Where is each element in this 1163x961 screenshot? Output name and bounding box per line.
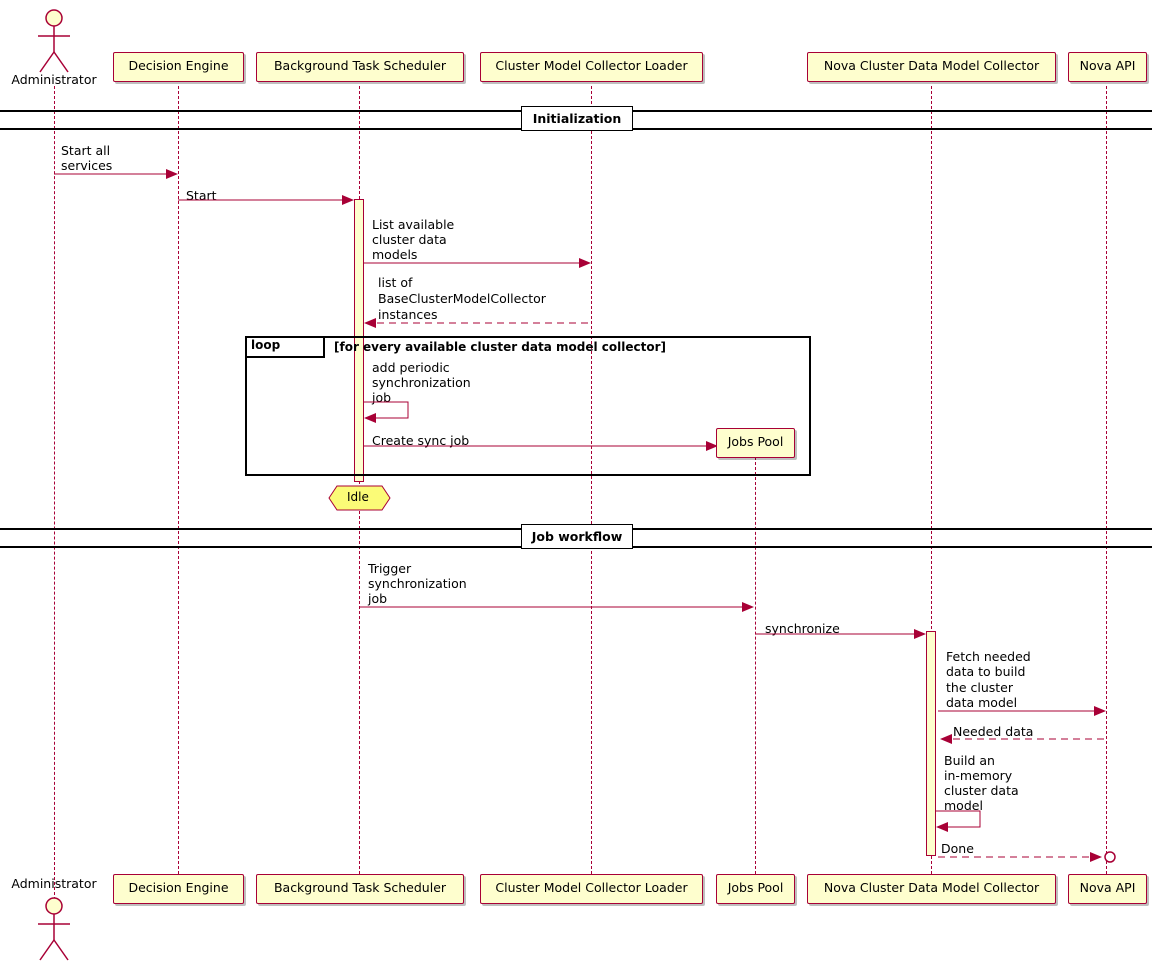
- participant-background-task-scheduler-top: [256, 52, 464, 82]
- actor-administrator-label-bottom: Administrator: [11, 876, 97, 891]
- participant-label: Background Task Scheduler: [273, 880, 447, 895]
- message-start-all-services-line2: services: [61, 158, 113, 173]
- message-add-periodic-sync-self-arrow: [362, 396, 432, 424]
- message-list-of-instances-line2: BaseClusterModelCollector: [378, 291, 546, 306]
- participant-label: Decision Engine: [128, 880, 229, 895]
- participant-cluster-model-collector-loader-top: [480, 52, 703, 82]
- lifeline-administrator: [54, 86, 55, 900]
- actor-administrator-icon: [24, 6, 84, 78]
- participant-label: Jobs Pool: [727, 880, 784, 895]
- message-trigger-sync-job-arrow: [358, 599, 768, 615]
- participant-jobs-pool-created: [716, 428, 795, 458]
- lifeline-jobs-pool: [755, 457, 756, 874]
- message-list-of-instances-line1: list of: [378, 275, 413, 290]
- divider-initialization-label: Initialization: [521, 106, 633, 131]
- actor-administrator-icon-bottom: [24, 894, 84, 961]
- participant-label: Nova API: [1079, 58, 1136, 73]
- message-add-periodic-sync-line2: synchronization: [372, 375, 471, 390]
- message-fetch-needed-data-line2: data to build: [946, 664, 1026, 679]
- participant-label: Jobs Pool: [727, 434, 784, 449]
- message-start-all-services-line1: Start all: [61, 143, 111, 158]
- participant-label: Nova Cluster Data Model Collector: [823, 58, 1040, 73]
- message-build-in-memory-model-line1: Build an: [944, 753, 995, 768]
- message-list-available-arrow: [360, 255, 600, 271]
- message-add-periodic-sync-line1: add periodic: [372, 360, 450, 375]
- message-fetch-needed-data-arrow: [936, 703, 1126, 719]
- message-trigger-sync-job-line1: Trigger: [368, 561, 412, 576]
- message-build-in-memory-model-self-arrow: [934, 805, 1004, 833]
- participant-nova-cluster-data-model-collector-bottom: [807, 874, 1056, 904]
- message-start-label: Start: [186, 188, 217, 203]
- participant-nova-cluster-data-model-collector-top: [807, 52, 1056, 82]
- message-done-label: Done: [941, 841, 974, 856]
- participant-label: Nova Cluster Data Model Collector: [823, 880, 1040, 895]
- message-fetch-needed-data-line1: Fetch needed: [946, 649, 1031, 664]
- participant-label: Decision Engine: [128, 58, 229, 73]
- message-build-in-memory-model-line2: in-memory: [944, 768, 1013, 783]
- participant-label: Cluster Model Collector Loader: [495, 880, 688, 895]
- participant-nova-api-bottom: [1068, 874, 1147, 904]
- note-idle-label: Idle: [347, 490, 369, 504]
- participant-decision-engine-top: [113, 52, 244, 82]
- message-synchronize-label: synchronize: [765, 621, 840, 636]
- lifeline-cluster-model-collector-loader: [591, 86, 592, 874]
- participant-label: Background Task Scheduler: [273, 58, 447, 73]
- message-add-periodic-sync-line3: job: [372, 390, 392, 405]
- message-list-available-line3: models: [372, 247, 418, 262]
- message-start-all-services-arrow: [50, 166, 190, 182]
- message-list-available-line1: List available: [372, 217, 455, 232]
- participant-cluster-model-collector-loader-bottom: [480, 874, 703, 904]
- message-trigger-sync-job-line3: job: [368, 591, 388, 606]
- participant-nova-api-top: [1068, 52, 1147, 82]
- actor-administrator-label-top: Administrator: [11, 72, 97, 87]
- message-fetch-needed-data-line4: data model: [946, 695, 1018, 710]
- message-done-arrow: [936, 849, 1136, 865]
- participant-jobs-pool-bottom: [716, 874, 795, 904]
- message-synchronize-arrow: [754, 626, 944, 642]
- participant-background-task-scheduler-bottom: [256, 874, 464, 904]
- message-needed-data-arrow: [936, 731, 1126, 747]
- loop-label: loop: [251, 338, 281, 352]
- loop-fragment-condition: [for every available cluster data model collector]: [334, 340, 666, 354]
- loop-fragment-tab: [245, 336, 325, 358]
- message-trigger-sync-job-line2: synchronization: [368, 576, 467, 591]
- message-build-in-memory-model-line3: cluster data: [944, 783, 1019, 798]
- message-needed-data-label: Needed data: [953, 724, 1034, 739]
- message-create-sync-job-arrow: [362, 438, 762, 454]
- message-create-sync-job-label: Create sync job: [372, 433, 470, 448]
- message-list-available-line2: cluster data: [372, 232, 447, 247]
- message-list-of-instances-arrow: [360, 315, 600, 331]
- participant-decision-engine-bottom: [113, 874, 244, 904]
- divider-job-workflow-label: Job workflow: [521, 524, 633, 549]
- message-start-arrow: [172, 192, 372, 208]
- participant-label: Cluster Model Collector Loader: [495, 58, 688, 73]
- message-build-in-memory-model-line4: model: [944, 798, 983, 813]
- message-fetch-needed-data-line3: the cluster: [946, 680, 1013, 695]
- lifeline-nova-api: [1106, 86, 1107, 874]
- participant-label: Nova API: [1079, 880, 1136, 895]
- message-list-of-instances-line3: instances: [378, 307, 438, 322]
